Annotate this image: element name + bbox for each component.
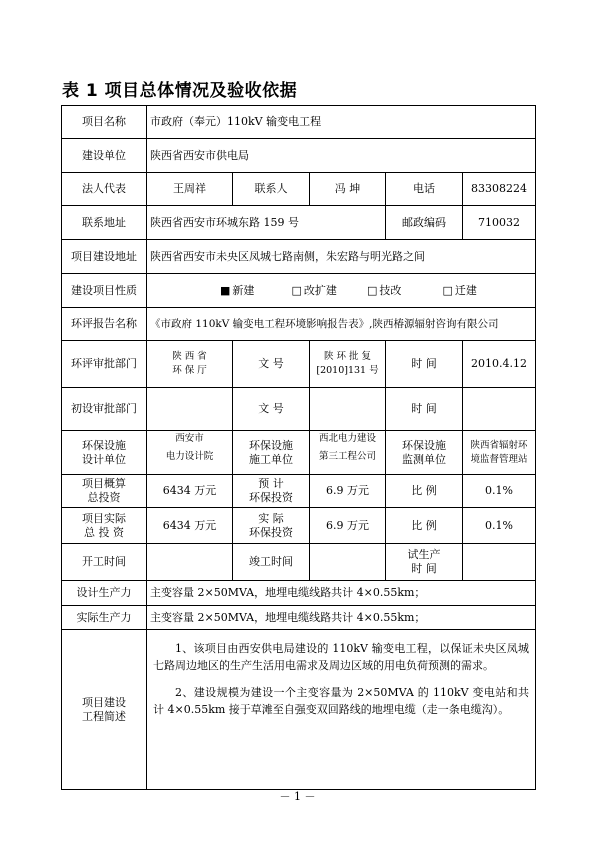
trial-time-label: 试生产 时 间 [386, 544, 463, 581]
actual-ratio-label: 比 例 [386, 508, 463, 544]
env-construct-label: 环保设施 施工单位 [233, 431, 310, 475]
contact-value: 冯 坤 [310, 173, 386, 206]
row-actual-investment [62, 508, 536, 544]
eia-time-label: 时 间 [386, 341, 463, 388]
nature-options [147, 274, 536, 308]
actual-env-label: 实 际 环保投资 [233, 508, 310, 544]
env-construct-value: 西北电力建设 第三工程公司 [310, 431, 386, 475]
end-time-label: 竣工时间 [233, 544, 310, 581]
start-time-label: 开工时间 [62, 544, 147, 581]
actual-label: 项目实际 总 投 资 [62, 508, 147, 544]
actual-ratio-value: 0.1% [463, 508, 536, 544]
eia-doc-label: 文 号 [233, 341, 310, 388]
design-capacity-value: 主变容量 2×50MVA，地埋电缆线路共计 4×0.55km； [147, 581, 536, 606]
env-monitor-label: 环保设施 监测单位 [386, 431, 463, 475]
project-name-label: 项目名称 [62, 106, 147, 139]
prelim-time-value [463, 388, 536, 431]
budget-value: 6434 万元 [147, 475, 233, 508]
eia-time-value: 2010.4.12 [463, 341, 536, 388]
design-capacity-label: 设计生产力 [62, 581, 147, 606]
row-design-capacity [62, 581, 536, 606]
row-builder [62, 139, 536, 173]
builder-value: 陕西省西安市供电局 [147, 139, 536, 173]
env-design-label: 环保设施 设计单位 [62, 431, 147, 475]
budget-label: 项目概算 总投资 [62, 475, 147, 508]
actual-capacity-value: 主变容量 2×50MVA，地埋电缆线路共计 4×0.55km； [147, 606, 536, 630]
postcode-value: 710032 [463, 206, 536, 240]
prelim-approval-label: 初设审批部门 [62, 388, 147, 431]
phone-value: 83308224 [463, 173, 536, 206]
builder-label: 建设单位 [62, 139, 147, 173]
budget-env-value: 6.9 万元 [310, 475, 386, 508]
option-new: ■ 新建 [220, 283, 255, 297]
eia-approval-label: 环评审批部门 [62, 341, 147, 388]
prelim-doc-value [310, 388, 386, 431]
prelim-doc-label: 文 号 [233, 388, 310, 431]
option-relocation: □ 迁建 [442, 283, 477, 297]
eia-doc-value: 陕 环 批 复 [2010]131 号 [310, 341, 386, 388]
checkbox-empty-icon: □ [367, 283, 378, 297]
budget-env-label: 预 计 环保投资 [233, 475, 310, 508]
page-number: － 1 － [279, 790, 316, 803]
row-env-units [62, 431, 536, 475]
budget-ratio-label: 比 例 [386, 475, 463, 508]
row-summary [62, 630, 536, 790]
project-info-table [61, 105, 536, 790]
address-label: 联系地址 [62, 206, 147, 240]
nature-label: 建设项目性质 [62, 274, 147, 308]
row-eia-report [62, 308, 536, 341]
row-eia-approval [62, 341, 536, 388]
project-name-value: 市政府（奉元）110kV 输变电工程 [147, 106, 536, 139]
contact-label: 联系人 [233, 173, 310, 206]
address-value: 陕西省西安市环城东路 159 号 [147, 206, 386, 240]
actual-value: 6434 万元 [147, 508, 233, 544]
legal-rep-label: 法人代表 [62, 173, 147, 206]
env-design-value: 西安市 电力设计院 [147, 431, 233, 475]
row-actual-capacity [62, 606, 536, 630]
eia-report-label: 环评报告名称 [62, 308, 147, 341]
summary-paragraph-1: 1、该项目由西安供电局建设的 110kV 输变电工程，以保证未央区凤城七路周边地区的生产生活用电需求及周边区域的用电负荷预测的需求。 [153, 642, 530, 672]
checkbox-empty-icon: □ [291, 283, 302, 297]
row-schedule [62, 544, 536, 581]
checkbox-empty-icon: □ [442, 283, 453, 297]
eia-report-value: 《市政府 110kV 输变电工程环境影响报告表》,陕西椿源辐射咨询有限公司 [147, 308, 536, 341]
postcode-label: 邮政编码 [386, 206, 463, 240]
row-address [62, 206, 536, 240]
row-project-name [62, 106, 536, 139]
legal-rep-value: 王周祥 [147, 173, 233, 206]
row-nature [62, 274, 536, 308]
option-tech-renovation: □ 技改 [367, 283, 402, 297]
actual-env-value: 6.9 万元 [310, 508, 386, 544]
eia-approval-dept: 陕 西 省 环 保 厅 [147, 341, 233, 388]
env-monitor-value: 陕西省辐射环 境监督管理站 [463, 431, 536, 475]
row-budget [62, 475, 536, 508]
prelim-time-label: 时 间 [386, 388, 463, 431]
site-label: 项目建设地址 [62, 240, 147, 274]
budget-ratio-value: 0.1% [463, 475, 536, 508]
page-title: 表 1 项目总体情况及验收依据 [62, 81, 298, 101]
option-expansion: □ 改扩建 [291, 283, 337, 297]
checkbox-checked-icon: ■ [220, 283, 231, 297]
site-value: 陕西省西安市未央区凤城七路南侧，朱宏路与明光路之间 [147, 240, 536, 274]
start-time-value [147, 544, 233, 581]
row-site [62, 240, 536, 274]
row-legal-rep [62, 173, 536, 206]
phone-label: 电话 [386, 173, 463, 206]
trial-time-value [463, 544, 536, 581]
end-time-value [310, 544, 386, 581]
prelim-approval-dept [147, 388, 233, 431]
summary-content [147, 630, 536, 790]
summary-paragraph-2: 2、建设规模为建设一个主变容量为 2×50MVA 的 110kV 变电站和共计 4×0.55km 接于草滩至自强变双回路线的地埋电缆（走一条电缆沟）。 [153, 686, 530, 716]
summary-label: 项目建设 工程简述 [62, 630, 147, 790]
actual-capacity-label: 实际生产力 [62, 606, 147, 630]
row-prelim-approval [62, 388, 536, 431]
